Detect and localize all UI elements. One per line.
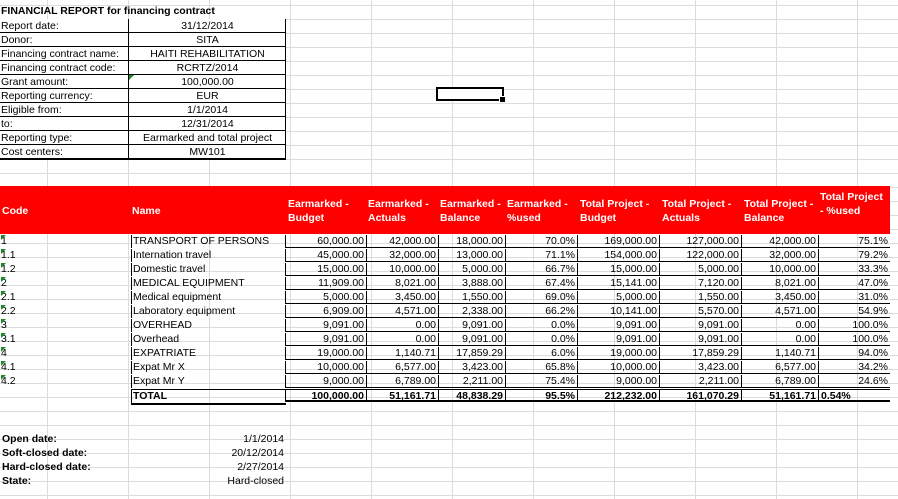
- table-row[interactable]: [0, 249, 890, 263]
- field-value[interactable]: 12/31/2014: [128, 117, 286, 131]
- cell-earmarked-used[interactable]: 0.0%: [505, 319, 577, 332]
- cell-earmarked-budget[interactable]: 9,000.00: [285, 375, 366, 388]
- cell-code[interactable]: 3: [1, 319, 7, 331]
- cell-total-budget[interactable]: 5,000.00: [577, 291, 659, 304]
- cell-total-actuals[interactable]: 2,211.00: [659, 375, 741, 388]
- field-value[interactable]: 31/12/2014: [128, 19, 286, 33]
- cell-total-balance[interactable]: 6,789.00: [741, 375, 818, 388]
- cell-total-used[interactable]: 0.54%: [818, 389, 890, 402]
- cell-total-balance[interactable]: 1,140.71: [741, 347, 818, 360]
- cell-name[interactable]: Domestic travel: [131, 263, 286, 276]
- table-row[interactable]: [0, 319, 890, 333]
- cell-total-budget[interactable]: 154,000.00: [577, 249, 659, 262]
- cell-total-balance[interactable]: 0.00: [741, 319, 818, 332]
- cell-name[interactable]: Expat Mr X: [131, 361, 286, 374]
- cell-total-actuals[interactable]: 127,000.00: [659, 235, 741, 248]
- cell-earmarked-budget[interactable]: 60,000.00: [285, 235, 366, 248]
- cell-total-budget[interactable]: 15,000.00: [577, 263, 659, 276]
- state-label: State:: [2, 475, 32, 487]
- cell-earmarked-actuals[interactable]: 6,789.00: [366, 375, 438, 388]
- cell-total-budget[interactable]: 10,141.00: [577, 305, 659, 318]
- cell-earmarked-budget[interactable]: 100,000.00: [285, 389, 366, 402]
- cell-total-actuals[interactable]: 17,859.29: [659, 347, 741, 360]
- cell-earmarked-actuals[interactable]: 6,577.00: [366, 361, 438, 374]
- field-label: Financing contract name:: [1, 48, 119, 60]
- field-label: Eligible from:: [1, 104, 62, 116]
- cell-earmarked-budget[interactable]: 15,000.00: [285, 263, 366, 276]
- cell-total-actuals[interactable]: 5,000.00: [659, 263, 741, 276]
- cell-name[interactable]: Internation travel: [131, 249, 286, 262]
- cell-earmarked-balance[interactable]: 17,859.29: [438, 347, 505, 360]
- cell-total-actuals[interactable]: 122,000.00: [659, 249, 741, 262]
- field-currency[interactable]: [0, 89, 285, 103]
- field-label: Reporting type:: [1, 132, 73, 144]
- cell-name[interactable]: TOTAL: [131, 389, 286, 405]
- state-value[interactable]: Hard-closed: [227, 475, 284, 487]
- field-value[interactable]: MW101: [128, 145, 286, 159]
- cell-total-used[interactable]: 79.2%: [818, 249, 890, 262]
- cell-total-balance[interactable]: 6,577.00: [741, 361, 818, 374]
- col-header-name[interactable]: Name: [132, 205, 161, 217]
- cell-earmarked-balance[interactable]: 18,000.00: [438, 235, 505, 248]
- table-row[interactable]: [0, 235, 890, 249]
- field-label: to:: [1, 118, 13, 130]
- field-donor[interactable]: [0, 33, 285, 47]
- col-header-total-actuals[interactable]: Total Project - Actuals: [662, 198, 732, 224]
- field-label: Reporting currency:: [1, 90, 93, 102]
- col-header-total-balance[interactable]: Total Project - Balance: [744, 198, 814, 224]
- cell-earmarked-actuals[interactable]: 32,000.00: [366, 249, 438, 262]
- cell-earmarked-balance[interactable]: 9,091.00: [438, 319, 505, 332]
- col-header-earmarked-actuals[interactable]: Earmarked - Actuals: [368, 198, 429, 224]
- col-header-earmarked-balance[interactable]: Earmarked - Balance: [440, 198, 501, 224]
- table-row[interactable]: [0, 347, 890, 361]
- comment-indicator-icon: [1, 263, 6, 268]
- field-label: Report date:: [1, 20, 59, 32]
- cell-total-balance[interactable]: 0.00: [741, 333, 818, 346]
- cell-total-used[interactable]: 100.0%: [818, 319, 890, 332]
- cell-earmarked-balance[interactable]: 13,000.00: [438, 249, 505, 262]
- cell-total-used[interactable]: 75.1%: [818, 235, 890, 248]
- cell-earmarked-balance[interactable]: 3,423.00: [438, 361, 505, 374]
- cell-total-balance[interactable]: 42,000.00: [741, 235, 818, 248]
- cell-total-actuals[interactable]: 161,070.29: [659, 389, 741, 402]
- cell-total-budget[interactable]: 212,232.00: [577, 389, 659, 402]
- cell-earmarked-actuals[interactable]: 4,571.00: [366, 305, 438, 318]
- field-value[interactable]: Earmarked and total project: [128, 131, 286, 145]
- hard-closed-value[interactable]: 2/27/2014: [237, 461, 284, 473]
- table-row[interactable]: [0, 277, 890, 291]
- comment-indicator-icon: [1, 361, 6, 366]
- cell-total-budget[interactable]: 15,141.00: [577, 277, 659, 290]
- comment-indicator-icon: [1, 333, 6, 338]
- cell-earmarked-used[interactable]: 66.7%: [505, 263, 577, 276]
- col-header-code[interactable]: Code: [2, 205, 29, 217]
- comment-indicator-icon: [1, 319, 6, 324]
- cell-code[interactable]: 4.1: [1, 361, 16, 373]
- table-row[interactable]: [0, 291, 890, 305]
- cell-earmarked-used[interactable]: 75.4%: [505, 375, 577, 388]
- cell-total-budget[interactable]: 19,000.00: [577, 347, 659, 360]
- field-contract-name[interactable]: [0, 47, 285, 61]
- cell-earmarked-used[interactable]: 71.1%: [505, 249, 577, 262]
- cell-earmarked-balance[interactable]: 2,211.00: [438, 375, 505, 388]
- cell-name[interactable]: TRANSPORT OF PERSONS: [131, 235, 286, 248]
- cell-earmarked-balance[interactable]: 48,838.29: [438, 389, 505, 402]
- cell-total-used[interactable]: 24.6%: [818, 375, 890, 388]
- cell-earmarked-used[interactable]: 65.8%: [505, 361, 577, 374]
- field-label: Donor:: [1, 34, 33, 46]
- cell-earmarked-budget[interactable]: 19,000.00: [285, 347, 366, 360]
- col-header-total-budget[interactable]: Total Project - Budget: [580, 198, 650, 224]
- cell-total-balance[interactable]: 3,450.00: [741, 291, 818, 304]
- cell-total-budget[interactable]: 9,091.00: [577, 333, 659, 346]
- field-label: Cost centers:: [1, 146, 63, 158]
- cell-code[interactable]: 2.2: [1, 305, 16, 317]
- cell-code[interactable]: 3.1: [1, 333, 16, 345]
- report-title: FINANCIAL REPORT for financing contract: [1, 5, 215, 17]
- field-value[interactable]: 1/1/2014: [128, 103, 286, 117]
- cell-earmarked-used[interactable]: 69.0%: [505, 291, 577, 304]
- comment-indicator-icon: [1, 235, 6, 240]
- cell-total-used[interactable]: 47.0%: [818, 277, 890, 290]
- cell-earmarked-actuals[interactable]: 0.00: [366, 319, 438, 332]
- cell-earmarked-balance[interactable]: 2,338.00: [438, 305, 505, 318]
- cell-total-budget[interactable]: 10,000.00: [577, 361, 659, 374]
- cell-total-used[interactable]: 31.0%: [818, 291, 890, 304]
- cell-name[interactable]: MEDICAL EQUIPMENT: [131, 277, 286, 290]
- fill-handle[interactable]: [499, 96, 506, 103]
- cell-earmarked-used[interactable]: 67.4%: [505, 277, 577, 290]
- cell-total-balance[interactable]: 10,000.00: [741, 263, 818, 276]
- field-label: Grant amount:: [1, 76, 69, 88]
- cell-name[interactable]: Laboratory equipment: [131, 305, 286, 318]
- cell-total-balance[interactable]: 8,021.00: [741, 277, 818, 290]
- cell-earmarked-used[interactable]: 6.0%: [505, 347, 577, 360]
- cell-code[interactable]: 2.1: [1, 291, 16, 303]
- field-report-date[interactable]: [0, 19, 285, 33]
- open-date-label: Open date:: [2, 433, 57, 445]
- cell-earmarked-actuals[interactable]: 42,000.00: [366, 235, 438, 248]
- comment-indicator-icon: [1, 305, 6, 310]
- field-grant-amount[interactable]: [0, 75, 285, 89]
- cell-earmarked-actuals[interactable]: 10,000.00: [366, 263, 438, 276]
- cell-earmarked-budget[interactable]: 11,909.00: [285, 277, 366, 290]
- cell-earmarked-budget[interactable]: 9,091.00: [285, 333, 366, 346]
- cell-code[interactable]: 2: [1, 277, 7, 289]
- cell-earmarked-actuals[interactable]: 3,450.00: [366, 291, 438, 304]
- cell-total-used[interactable]: 100.0%: [818, 333, 890, 346]
- open-date-value[interactable]: 1/1/2014: [243, 433, 284, 445]
- field-value[interactable]: RCRTZ/2014: [128, 61, 286, 75]
- cell-code[interactable]: 4.2: [1, 375, 16, 387]
- cell-earmarked-budget[interactable]: 6,909.00: [285, 305, 366, 318]
- cell-code[interactable]: 4: [1, 347, 7, 359]
- cell-earmarked-budget[interactable]: 45,000.00: [285, 249, 366, 262]
- hard-closed-label: Hard-closed date:: [2, 461, 91, 473]
- field-value[interactable]: EUR: [128, 89, 286, 103]
- cell-total-actuals[interactable]: 3,423.00: [659, 361, 741, 374]
- cell-total-actuals[interactable]: 9,091.00: [659, 333, 741, 346]
- field-cost-centers[interactable]: [0, 145, 285, 159]
- cell-name[interactable]: Expat Mr Y: [131, 375, 286, 388]
- field-value[interactable]: SITA: [128, 33, 286, 47]
- cell-name[interactable]: Medical equipment: [131, 291, 286, 304]
- cell-code[interactable]: 1: [1, 235, 7, 247]
- cell-total-actuals[interactable]: 9,091.00: [659, 319, 741, 332]
- cell-earmarked-used[interactable]: 0.0%: [505, 333, 577, 346]
- cell-total-used[interactable]: 54.9%: [818, 305, 890, 318]
- table-row[interactable]: [0, 263, 890, 277]
- cell-name[interactable]: EXPATRIATE: [131, 347, 286, 360]
- col-header-earmarked-used[interactable]: Earmarked - %used: [507, 198, 568, 224]
- cell-total-actuals[interactable]: 7,120.00: [659, 277, 741, 290]
- cell-earmarked-used[interactable]: 70.0%: [505, 235, 577, 248]
- active-cell-selection[interactable]: [436, 87, 504, 101]
- comment-indicator-icon: [129, 75, 134, 80]
- table-row[interactable]: [0, 361, 890, 375]
- cell-total-balance[interactable]: 4,571.00: [741, 305, 818, 318]
- table-header: [0, 186, 890, 234]
- cell-total-used[interactable]: 94.0%: [818, 347, 890, 360]
- cell-earmarked-balance[interactable]: 1,550.00: [438, 291, 505, 304]
- comment-indicator-icon: [1, 347, 6, 352]
- cell-earmarked-budget[interactable]: 10,000.00: [285, 361, 366, 374]
- cell-earmarked-actuals[interactable]: 1,140.71: [366, 347, 438, 360]
- cell-earmarked-budget[interactable]: 5,000.00: [285, 291, 366, 304]
- field-eligible-from[interactable]: [0, 103, 285, 117]
- cell-name[interactable]: OVERHEAD: [131, 319, 286, 332]
- comment-indicator-icon: [1, 277, 6, 282]
- cell-code[interactable]: 1.2: [1, 263, 16, 275]
- cell-earmarked-used[interactable]: 95.5%: [505, 389, 577, 402]
- field-eligible-to[interactable]: [0, 117, 285, 131]
- table-row[interactable]: [0, 333, 890, 347]
- cell-total-balance[interactable]: 32,000.00: [741, 249, 818, 262]
- cell-code[interactable]: [1, 389, 130, 402]
- cell-earmarked-balance[interactable]: 9,091.00: [438, 333, 505, 346]
- field-contract-code[interactable]: [0, 61, 285, 75]
- table-row[interactable]: [0, 305, 890, 319]
- cell-earmarked-actuals[interactable]: 51,161.71: [366, 389, 438, 402]
- report-fields: [0, 19, 286, 160]
- table-row[interactable]: [0, 375, 890, 389]
- cell-earmarked-balance[interactable]: 3,888.00: [438, 277, 505, 290]
- comment-indicator-icon: [1, 249, 6, 254]
- cell-code[interactable]: 1.1: [1, 249, 16, 261]
- comment-indicator-icon: [1, 291, 6, 296]
- field-value[interactable]: 100,000.00: [128, 75, 286, 89]
- cell-total-actuals[interactable]: 1,550.00: [659, 291, 741, 304]
- table-total-row[interactable]: [0, 389, 890, 403]
- field-reporting-type[interactable]: [0, 131, 285, 145]
- cell-total-used[interactable]: 34.2%: [818, 361, 890, 374]
- comment-indicator-icon: [1, 375, 6, 380]
- cell-total-balance[interactable]: 51,161.71: [741, 389, 818, 402]
- cell-earmarked-budget[interactable]: 9,091.00: [285, 319, 366, 332]
- field-value[interactable]: HAITI REHABILITATION: [128, 47, 286, 61]
- cell-earmarked-actuals[interactable]: 0.00: [366, 333, 438, 346]
- field-label: Financing contract code:: [1, 62, 116, 74]
- soft-closed-label: Soft-closed date:: [2, 447, 88, 459]
- cell-total-budget[interactable]: 169,000.00: [577, 235, 659, 248]
- cell-total-used[interactable]: 33.3%: [818, 263, 890, 276]
- col-header-total-used[interactable]: Total Project - %used: [820, 191, 883, 217]
- cell-earmarked-actuals[interactable]: 8,021.00: [366, 277, 438, 290]
- cell-earmarked-used[interactable]: 66.2%: [505, 305, 577, 318]
- col-header-earmarked-budget[interactable]: Earmarked - Budget: [288, 198, 349, 224]
- cell-name[interactable]: Overhead: [131, 333, 286, 346]
- cell-total-budget[interactable]: 9,091.00: [577, 319, 659, 332]
- cell-total-budget[interactable]: 9,000.00: [577, 375, 659, 388]
- cell-total-actuals[interactable]: 5,570.00: [659, 305, 741, 318]
- cell-earmarked-balance[interactable]: 5,000.00: [438, 263, 505, 276]
- soft-closed-value[interactable]: 20/12/2014: [231, 447, 284, 459]
